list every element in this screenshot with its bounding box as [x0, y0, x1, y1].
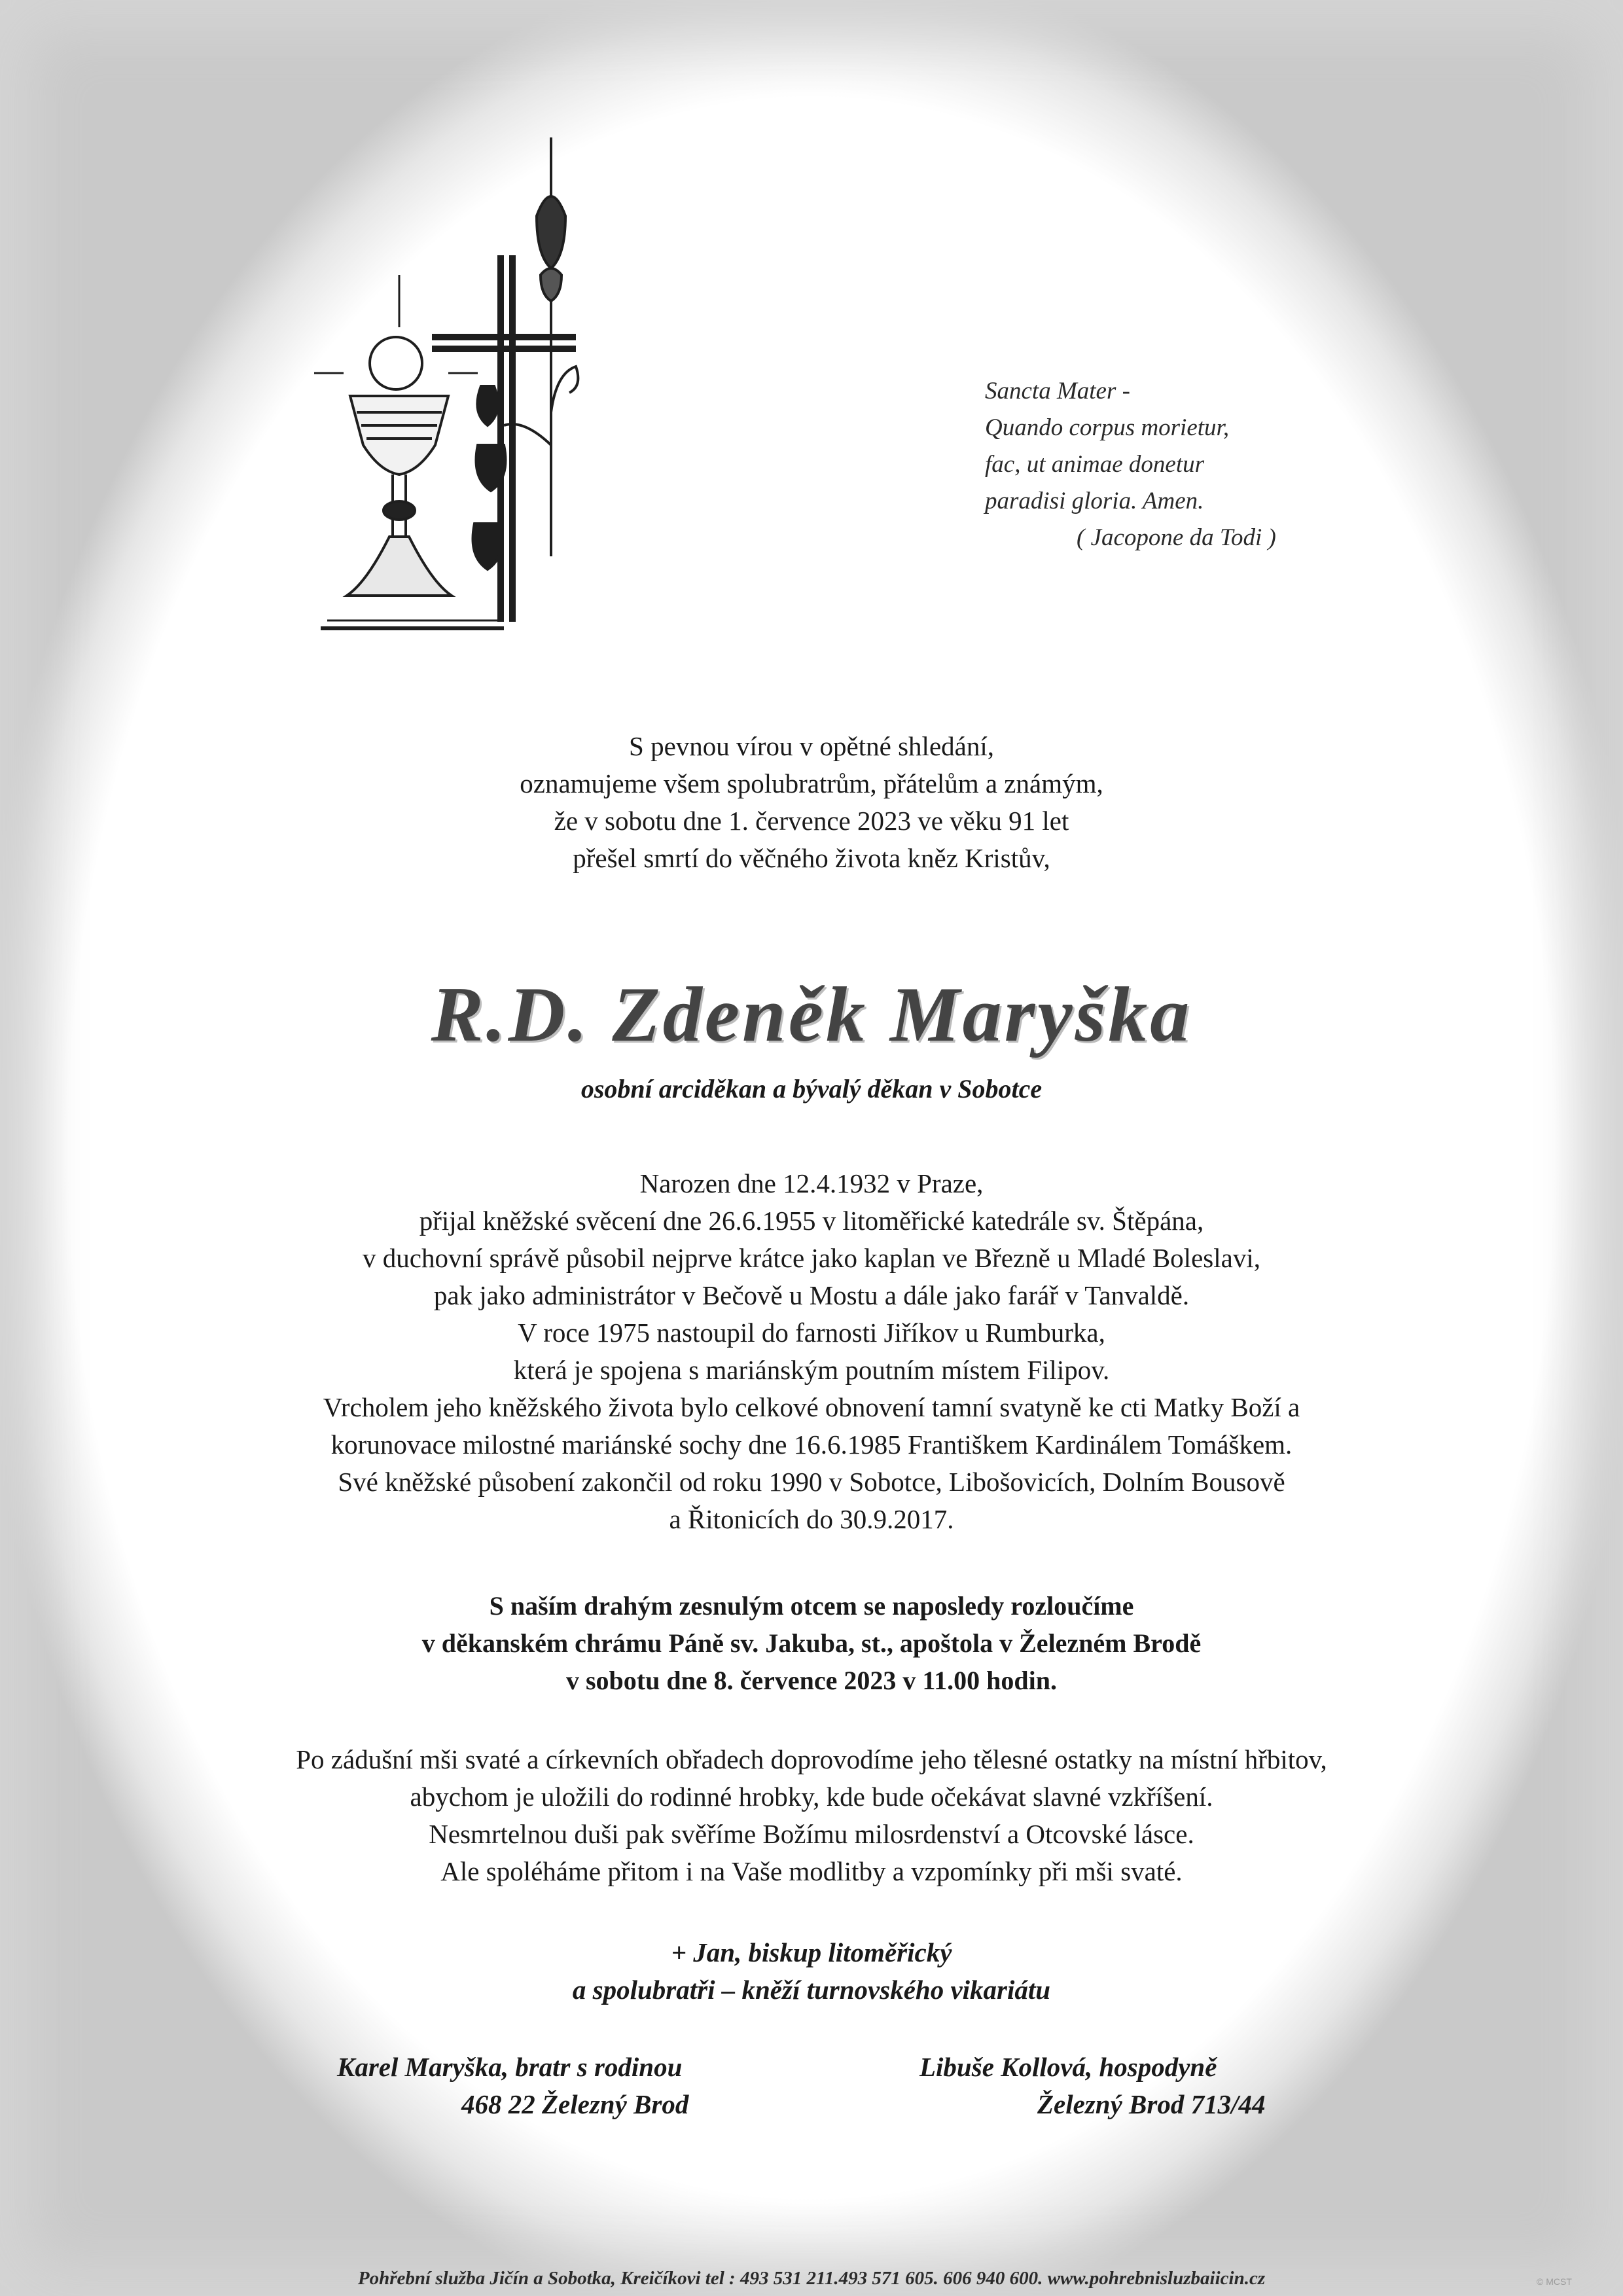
family-left-name: Karel Maryška, bratr s rodinou — [337, 2052, 683, 2082]
burial-line: Ale spoléháme přitom i na Vaše modlitby a vzpomínky při mši svaté. — [440, 1856, 1183, 1886]
signer-line: a spolubratři – kněží turnovského vikariátu — [572, 1975, 1051, 2005]
farewell-line: v sobotu dne 8. července 2023 v 11.00 hodin. — [565, 1666, 1058, 1695]
bio-line: korunovace milostné mariánské sochy dne 16.6.1985 Františkem Kardinálem Tomáškem. — [330, 1429, 1293, 1460]
burial-line: Po zádušní mši svaté a církevních obřadech doprovodíme jeho tělesné ostatky na místní hřbitov, — [296, 1744, 1327, 1774]
quote-line: Quando corpus morietur, — [985, 414, 1230, 441]
deceased-title: osobní arciděkan a bývalý děkan v Sobotce — [580, 1074, 1043, 1103]
burial-line: Nesmrtelnou duši pak svěříme Božímu milosrdenství a Otcovské lásce. — [429, 1819, 1194, 1849]
quote-line: fac, ut animae donetur — [985, 451, 1205, 478]
intro-line: přešel smrtí do věčného života kněz Kristův, — [573, 843, 1050, 873]
biography — [0, 1165, 1623, 1538]
funeral-service-footer: Pohřební služba Jičín a Sobotka, Kreičíkovi tel : 493 531 211.493 571 605. 606 940 600. www.pohrebnisluzbaiicin.cz — [357, 2268, 1266, 2289]
quote-line: paradisi gloria. Amen. — [985, 488, 1204, 514]
bio-line: v duchovní správě působil nejprve krátce jako kaplan ve Březně u Mladé Boleslavi, — [363, 1243, 1260, 1273]
farewell-line: v děkanském chrámu Páně sv. Jakuba, st., apoštola v Železném Brodě — [421, 1628, 1202, 1658]
family-right — [919, 2049, 1364, 2123]
family-right-address: Železný Brod 713/44 — [1037, 2089, 1266, 2119]
announcement-intro — [0, 728, 1623, 877]
chalice-cross-wheat-icon — [308, 137, 609, 641]
deceased-name: R.D. Zdeněk Maryška — [431, 971, 1192, 1058]
bio-line: přijal kněžské svěcení dne 26.6.1955 v litoměřické katedrále sv. Štěpána, — [419, 1206, 1204, 1236]
quote-author: ( Jacopone da Todi ) — [1077, 524, 1276, 551]
funeral-details — [0, 1587, 1623, 1699]
intro-line: že v sobotu dne 1. července 2023 ve věku 91 let — [554, 806, 1069, 836]
family-right-name: Libuše Kollová, hospodyně — [919, 2052, 1217, 2082]
family-left — [337, 2049, 795, 2123]
watermark: © MCST — [1537, 2276, 1572, 2287]
latin-quote — [985, 373, 1378, 556]
bio-line: Vrcholem jeho kněžského života bylo celkové obnovení tamní svatyně ke cti Matky Boží a — [323, 1392, 1300, 1422]
family-left-address: 468 22 Železný Brod — [461, 2089, 689, 2119]
burial-text — [0, 1741, 1623, 1890]
burial-line: abychom je uložili do rodinné hrobky, kde bude očekávat slavné vzkříšení. — [410, 1782, 1213, 1812]
bio-line: a Řitonicích do 30.9.2017. — [669, 1504, 954, 1534]
signer-line: + Jan, biskup litoměřický — [671, 1937, 952, 1967]
intro-line: S pevnou vírou v opětné shledání, — [629, 731, 994, 761]
intro-line: oznamujeme všem spolubratrům, přátelům a známým, — [520, 768, 1103, 798]
bio-line: V roce 1975 nastoupil do farnosti Jiříkov u Rumburka, — [518, 1318, 1105, 1348]
bio-line: pak jako administrátor v Bečově u Mostu a dále jako farář v Tanvaldě. — [433, 1280, 1190, 1310]
bio-line: Narozen dne 12.4.1932 v Praze, — [639, 1168, 984, 1198]
bio-line: Své kněžské působení zakončil od roku 1990 v Sobotce, Libošovicích, Dolním Bousově — [338, 1467, 1285, 1497]
farewell-line: S naším drahým zesnulým otcem se naposledy rozloučíme — [489, 1591, 1134, 1621]
signers — [0, 1934, 1623, 2009]
bio-line: která je spojena s mariánským poutním místem Filipov. — [513, 1355, 1110, 1385]
quote-line: Sancta Mater - — [985, 378, 1130, 404]
